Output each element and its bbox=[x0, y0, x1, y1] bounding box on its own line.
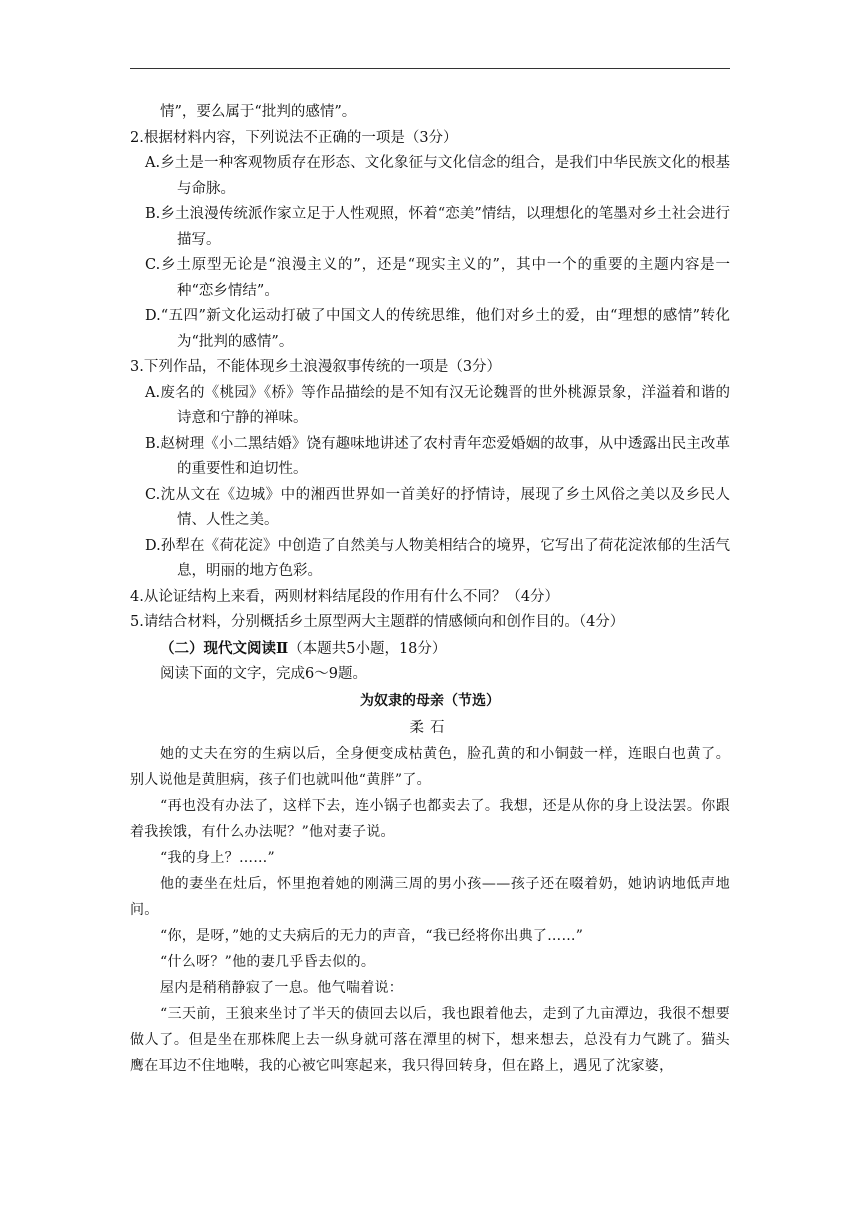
carry-over-line: 情”，要么属于“批判的感情”。 bbox=[160, 104, 357, 120]
header-rule bbox=[130, 68, 730, 69]
section-heading bbox=[130, 636, 730, 663]
question-2: 2.根据材料内容，下列说法不正确的一项是（3分） bbox=[130, 129, 458, 146]
question-3-option-b: B.赵树理《小二黑结婚》饶有趣味地讲述了农村青年恋爱婚姻的故事，从中透露出民主改革的重要性和迫切性。 bbox=[145, 435, 730, 477]
story-paragraph: “再也没有办法了，这样下去，连小锅子也都卖去了。我想，还是从你的身上设法罢。你跟着我挨饿，有什么办法呢？”他对妻子说。 bbox=[130, 797, 730, 840]
question-2-option-b: B.乡土浪漫传统派作家立足于人性观照，怀着“恋美”情结，以理想化的笔墨对乡土社会进行描写。 bbox=[145, 206, 730, 248]
story-author: 柔石 bbox=[409, 719, 451, 736]
story-title: 为奴隶的母亲（节选） bbox=[360, 692, 500, 709]
question-2-option-d: D.“五四”新文化运动打破了中国文人的传统思维，他们对乡土的爱，由“理想的感情”转化为“批判的感情”。 bbox=[145, 308, 730, 350]
question-3: 3.下列作品，不能体现乡土浪漫叙事传统的一项是（3分） bbox=[130, 359, 502, 375]
question-3-option-c: C.沈从文在《边城》中的湘西世界如一首美好的抒情诗，展现了乡土风俗之美以及乡民人情、人性之美。 bbox=[145, 486, 730, 528]
question-2-option-c: C.乡土原型无论是“浪漫主义的”，还是“现实主义的”，其中一个的重要的主题内容是一种“恋乡情结”。 bbox=[145, 257, 730, 299]
story-paragraph: “三天前，王狼来坐讨了半天的债回去以后，我也跟着他去，走到了九亩潭边，我很不想要做人了。但是坐在那株爬上去一纵身就可落在潭里的树下，想来想去，总没有力气跳了。猫头鹰在耳边不住地啭，我的心被它叫寒起来，我只得回转身，但在路上，遇见了沈家婆， bbox=[130, 1005, 730, 1074]
story-paragraph: 她的丈夫在穷的生病以后，全身便变成枯黄色，脸孔黄的和小铜鼓一样，连眼白也黄了。别人说他是黄胆病，孩子们也就叫他“黄胖”了。 bbox=[130, 745, 730, 788]
section-heading-bold: （二）现代文阅读Ⅱ bbox=[160, 639, 289, 657]
section-heading-detail: （本题共5小题，18分） bbox=[288, 640, 447, 657]
question-5: 5.请结合材料，分别概括乡土原型两大主题群的情感倾向和创作目的。（4分） bbox=[130, 614, 625, 630]
question-4: 4.从论证结构上来看，两则材料结尾段的作用有什么不同？（4分） bbox=[130, 588, 560, 605]
question-3-option-a: A.废名的《桃园》《桥》等作品描绘的是不知有汉无论魏晋的世外桃源景象，洋溢着和谐的诗意和宁静的禅味。 bbox=[145, 384, 730, 426]
story-paragraph: 屋内是稍稍静寂了一息。他气喘着说： bbox=[160, 979, 404, 996]
story-paragraph: “你，是呀，”她的丈夫病后的无力的声音，“我已经将你出典了……” bbox=[160, 927, 584, 944]
story-paragraph: “什么呀？”他的妻几乎昏去似的。 bbox=[160, 953, 376, 970]
question-2-option-a: A.乡土是一种客观物质存在形态、文化象征与文化信念的组合，是我们中华民族文化的根基与命脉。 bbox=[145, 155, 730, 197]
question-3-option-d: D.孙犁在《荷花淀》中创造了自然美与人物美相结合的境界，它写出了荷花淀浓郁的生活气息，明丽的地方色彩。 bbox=[145, 537, 730, 579]
story-paragraph: 他的妻坐在灶后，怀里抱着她的刚满三周的男小孩——孩子还在啜着奶，她讷讷地低声地问。 bbox=[130, 875, 730, 918]
reading-instruction: 阅读下面的文字，完成6～9题。 bbox=[160, 666, 367, 682]
page-content bbox=[130, 100, 730, 1079]
story-paragraph: “我的身上？……” bbox=[160, 849, 276, 866]
